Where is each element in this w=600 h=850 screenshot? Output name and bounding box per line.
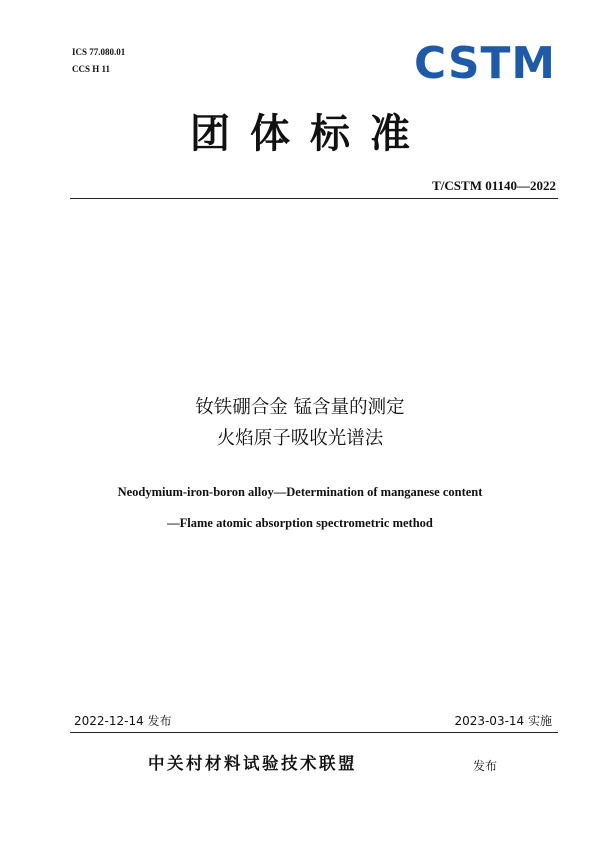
cstm-logo-text: CSTM [414, 40, 556, 82]
ccs-code: CCS H 11 [72, 64, 111, 74]
cstm-logo [414, 40, 559, 82]
standard-number: T/CSTM 01140—2022 [432, 178, 556, 193]
page-title: 团体标准 [190, 111, 430, 157]
classification-codes [72, 44, 125, 78]
issue-date: 2022-12-14 发布 [74, 714, 172, 728]
english-title-line-2: —Flame atomic absorption spectrometric method [167, 516, 433, 530]
publish-label: 发布 [473, 759, 498, 773]
top-divider [70, 198, 558, 199]
chinese-title-line-1: 钕铁硼合金 锰含量的测定 [195, 397, 405, 418]
chinese-title-line-2: 火焰原子吸收光谱法 [216, 428, 384, 449]
implementation-date: 2023-03-14 实施 [454, 714, 552, 728]
publisher-name: 中关村材料试验技术联盟 [148, 754, 357, 773]
bottom-divider [70, 732, 558, 733]
english-title-line-1: Neodymium-iron-boron alloy—Determination of manganese content [117, 485, 483, 499]
ics-code: ICS 77.080.01 [72, 47, 126, 57]
